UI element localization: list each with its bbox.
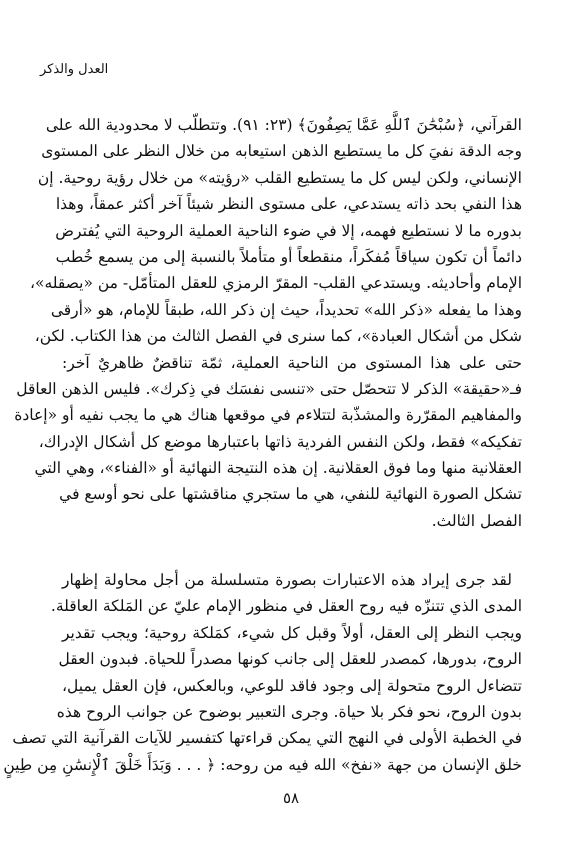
running-header: العدل والذكر	[40, 62, 109, 77]
text-line: لقد جرى إيراد هذه الاعتبارات بصورة متسلسلة من أجل محاولة إظهار	[62, 571, 512, 589]
text-line: الفصل الثالث.	[431, 511, 522, 530]
text-line: الإمام وأحاديثه. ويستدعي القلب- المقرّ الرمزي للعقل المتأمّل- من «يصقله»،	[29, 274, 522, 293]
text-line: المدى الذي تتنزّه فيه روح العقل في منظور الإمام عليّ عن المَلكة العاقلة.	[50, 597, 522, 616]
text-line: تفكيكه» فقط، ولكن النفس الفردية ذاتها باعتبارها موضع كل أشكال الإدراك،	[38, 432, 522, 451]
text-line: ويجب النظر إلى العقل، أولاً وقبل كل شيء، كمَلكة روحية؛ ويجب تقدير	[62, 623, 522, 642]
text-line: هذا النفي بحد ذاته يستدعي، على مستوى النظر شيئاً آخر أكثر عمقاً، وهذا	[55, 195, 522, 214]
text-line: تشكل الصورة النهائية للنفي، هي ما ستجري مناقشتها على نحو أوسع في	[59, 485, 522, 504]
text-line: الإنساني، ولكن ليس كل ما يستطيع القلب «رؤيته» من خلال رؤية روحية. إن	[37, 168, 522, 187]
text-line: فـ«حقيقة» الذكر لا تتحصّل حتى «تنسى نفسَك في ذِكرك». فليس الذهن العاقل	[16, 379, 522, 398]
text-line: والمفاهيم المقرّرة والمشذّبة لتتلاءم في موقعها هناك هي ما يجب نفيه أو «إعادة	[14, 406, 522, 425]
text-line: خلق الإنسان من جهة «نفخ» الله فيه من روحه: ﴿ . . . وَبَدَأَ خَلْقَ ٱلْإِنسَٰنِ مِن طِينٍ	[3, 755, 522, 774]
text-line: تتضاءل الروح متحولة إلى وجود فاقد للوعي، وبالعكس، فإن العقل يميل،	[62, 676, 522, 695]
paragraph-2	[3, 567, 522, 778]
text-line: العقلانية منها وما فوق العقلانية. إن هذه النتيجة النهائية أو «الفناء»، وهي التي	[34, 459, 522, 478]
text-line: شكل من أشكال العبادة»، كما سنرى في الفصل الثالث من هذا الكتاب. لكن،	[34, 327, 522, 346]
paragraph-1	[14, 112, 522, 534]
page-number: ٥٨	[282, 789, 300, 807]
text-line: في الخطبة الأولى في النهج التي يمكن قراءتها كتفسير للآيات القرآنية التي تصف	[12, 729, 522, 748]
text-line: وجه الدقة نفيَ كل ما يستطيع الذهن استيعابه من خلال النظر على المستوى	[41, 142, 522, 161]
text-line: وهذا ما يفعله «ذكر الله» تحديداً، حيث إن ذكر الله، طبقاً للإمام، هو «أرقى	[50, 300, 522, 319]
text-line: حتى على هذا المستوى من الناحية العملية، ثمّة تناقضٌ ظاهريٌ آخر:	[62, 353, 522, 372]
text-line: دائماً أن تكون سياقاً مُفكَراً، منقطعاً أو متأملاً بالنسبة إلى من يسمع خُطب	[55, 247, 522, 266]
text-line: الروح، بدورها، كمصدر للعقل إلى جانب كونها مصدراً للحياة. فبدون العقل	[58, 650, 522, 669]
text-line: بدوره ما لا نستطيع فهمه، إلا في ضوء الناحية العملية الروحية التي يُفترض	[55, 221, 522, 240]
text-line: بدون الروح، نحو فكر بلا حياة. وجرى التعبير بوضوح عن جوانب الروح هذه	[56, 702, 522, 721]
text-line: القرآني، ﴿سُبْحَٰنَ ٱللَّهِ عَمَّا يَصِفُونَ﴾ (٢٣: ٩١). وتتطلّب لا محدودية الله على	[45, 116, 522, 134]
